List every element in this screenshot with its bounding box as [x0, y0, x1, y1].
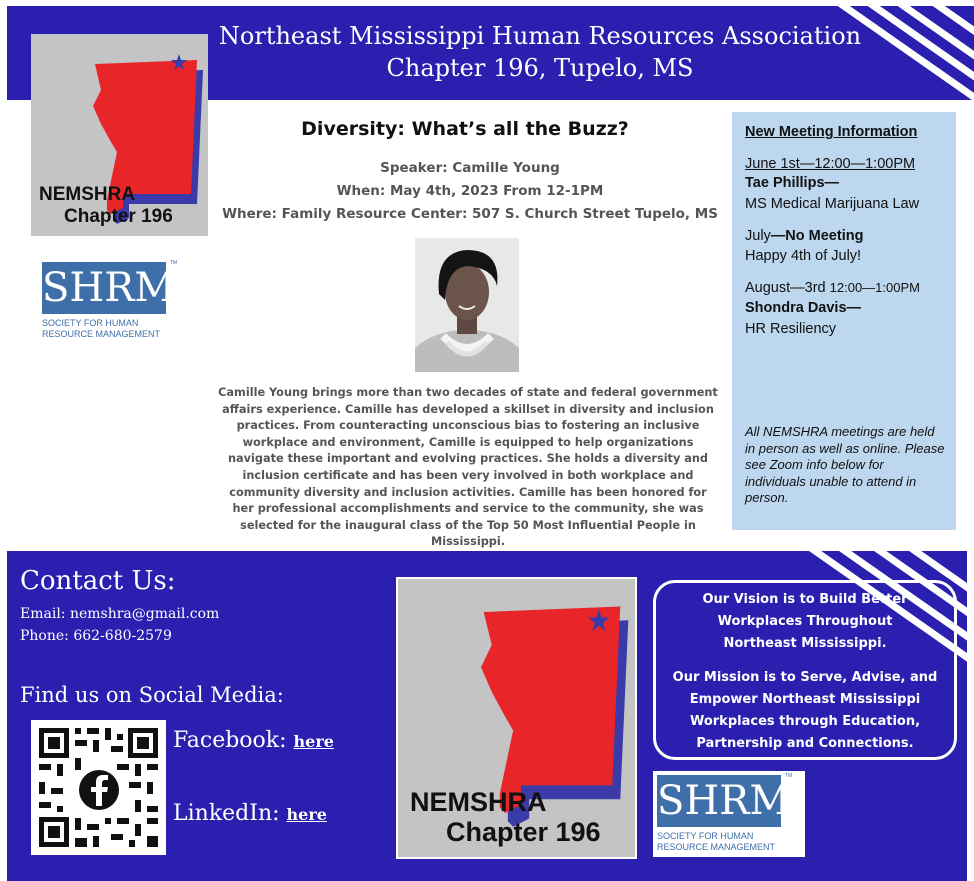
mission-line-4: Partnership and Connections.	[696, 736, 914, 751]
contact-email[interactable]: Email: nemshra@gmail.com	[20, 606, 220, 622]
august-topic: HR Resiliency	[745, 321, 837, 337]
meeting-info-panel	[732, 112, 956, 530]
event-title: Diversity: What’s all the Buzz?	[301, 118, 629, 140]
august-time: 12:00—1:00PM	[829, 280, 920, 295]
logo-text-name: NEMSHRA	[410, 787, 547, 817]
shrm-tm: TM	[170, 260, 178, 266]
event-location: Where: Family Resource Center: 507 S. Church Street Tupelo, MS	[222, 206, 718, 222]
event-speaker: Speaker: Camille Young	[380, 160, 560, 176]
linkedin-label: LinkedIn:	[173, 801, 280, 826]
mission-line-2: Empower Northeast Mississippi	[689, 692, 921, 707]
facebook-label: Facebook:	[173, 728, 287, 753]
linkedin-row	[173, 801, 327, 826]
meeting-note: All NEMSHRA meetings are held in person as well as online. Please see Zoom info below for individuals unable to attend in person.	[745, 424, 945, 505]
vision-line-3: Northeast Mississippi.	[723, 636, 887, 651]
facebook-link[interactable]: here	[293, 732, 334, 751]
july-month: July	[745, 228, 771, 244]
social-heading: Find us on Social Media:	[20, 683, 284, 707]
association-title	[190, 20, 890, 84]
speaker-photo	[415, 238, 519, 372]
nemshra-logo-footer	[396, 577, 637, 859]
august-speaker: Shondra Davis—	[745, 300, 862, 316]
mission-line-1: Our Mission is to Serve, Advise, and	[672, 670, 938, 685]
july-line	[745, 228, 863, 244]
shrm-mark: SHRM	[657, 775, 781, 827]
shrm-line-2: RESOURCE MANAGEMENT	[657, 842, 776, 852]
speaker-bio: Camille Young brings more than two decades of state and federal government affairs experience. Camille has developed a skillset in diversity and inclusion practices. From counteracting unconscious bias to fostering an inclusive workplace and environment, Camille is equipped to help organizations navigate these important and evolving practices. She holds a diversity and inclusion certificate and has been very involved in both workplace and community diversity and inclusion activities. Camille has been honored for her professional accomplishments and service to the community, she was selected for the inaugural class of the Top 50 Most Influential People in Mississippi.	[218, 386, 718, 549]
vision-line-2: Workplaces Throughout	[717, 614, 893, 629]
facebook-row	[173, 728, 334, 753]
qr-code-icon[interactable]	[31, 720, 166, 855]
mission-line-3: Workplaces through Education,	[689, 714, 921, 729]
august-line	[745, 280, 920, 296]
july-note: Happy 4th of July!	[745, 248, 862, 264]
july-status: —No Meeting	[770, 228, 864, 244]
logo-text-chapter: Chapter 196	[64, 206, 173, 227]
june-speaker: Tae Phillips—	[745, 175, 840, 191]
shrm-line-2: RESOURCE MANAGEMENT	[42, 329, 161, 339]
vision-line-1: Our Vision is to Build Better	[702, 592, 908, 607]
nemshra-logo	[31, 34, 208, 236]
title-line-1: Northeast Mississippi Human Resources Association	[218, 22, 862, 50]
vision-mission-box	[653, 580, 957, 760]
june-topic: MS Medical Marijuana Law	[745, 196, 920, 212]
contact-phone[interactable]: Phone: 662-680-2579	[20, 628, 172, 644]
shrm-line-1: SOCIETY FOR HUMAN	[42, 318, 139, 328]
shrm-tm: TM	[785, 773, 793, 779]
shrm-logo-footer	[653, 771, 805, 857]
shrm-mark: SHRM	[42, 262, 166, 314]
linkedin-link[interactable]: here	[286, 805, 327, 824]
title-line-2: Chapter 196, Tupelo, MS	[386, 54, 694, 82]
june-date: June 1st—12:00—1:00PM	[745, 156, 916, 172]
contact-heading: Contact Us:	[20, 566, 176, 596]
shrm-line-1: SOCIETY FOR HUMAN	[657, 831, 754, 841]
logo-text-name: NEMSHRA	[39, 184, 136, 205]
logo-text-chapter: Chapter 196	[446, 817, 601, 847]
shrm-logo	[38, 258, 190, 344]
meeting-heading: New Meeting Information	[745, 124, 918, 140]
event-date: When: May 4th, 2023 From 12-1PM	[336, 183, 604, 199]
august-date: August—3rd	[745, 280, 826, 296]
